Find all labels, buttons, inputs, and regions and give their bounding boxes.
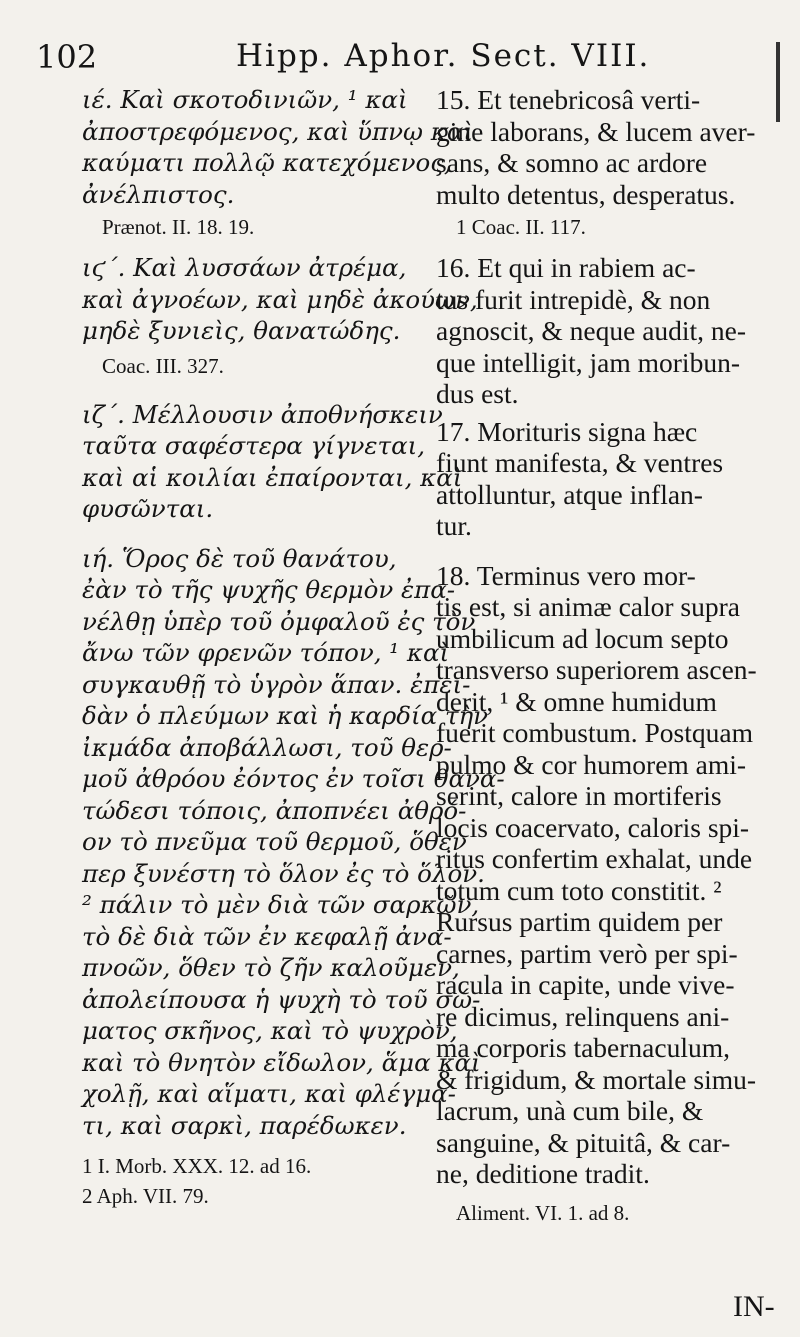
latin-aphorism-16: 16. Et qui in rabiem ac- tus furit intrepidè, & non agnoscit, & neque audit, ne- que intelligit, jam moribun- dus est. [436,252,747,409]
latin-column [436,84,786,1228]
running-header [36,38,780,88]
greek-aphorism-16: ιϛ΄. Καὶ λυσσάων ἀτρέμα, καὶ ἀγνοέων, καὶ μηδὲ ἀκούων, μηδὲ ξυνιεὶς, θανατώδης. [82,253,478,345]
greek-aphorism-15-reference: Prænot. II. 18. 19. [102,215,255,239]
greek-column [82,84,505,1211]
latin-aphorism-18-reference: Aliment. VI. 1. ad 8. [456,1200,630,1225]
latin-aphorism-15-reference: 1 Coac. II. 117. [456,215,586,239]
latin-aphorism-18: 18. Terminus vero mor- tis est, si animæ calor supra umbilicum ad locum septo transverso superiorem ascen- derit, ¹ & omne humidum fuerit combustum. Postquam pulmo & cor humorem ami- serint, calore in mortiferis locis coacervato, caloris spi- ritus confertim exhalat, unde totum cum toto constitit. ² Rursus partim quidem per carnes, partim verò per spi- racula in capite, unde vive- re dicimus, relinquens ani- ma corporis tabernaculum, & frigidum, & mortale simu- lacrum, unà cum bile, & sanguine, & pituitâ, & car- ne, deditione tradit. [436,559,757,1189]
greek-aphorism-17: ιζ΄. Μέλλουσιν ἀποθνήσκειν ταῦτα σαφέστερα γίγνεται, καὶ αἱ κοιλίαι ἐπαίρονται, καὶ φυσῶνται. [82,399,463,523]
running-title: Hipp. Aphor. Sect. VIII. [236,38,651,74]
greek-aphorism-16-reference: Coac. III. 327. [102,353,224,378]
greek-aphorism-18: ιή. Ὅρος δὲ τοῦ θανάτου, ἐὰν τὸ τῆς ψυχῆς θερμὸν ἐπα- νέλθῃ ὑπὲρ τοῦ ὀμφαλοῦ ἐς τὸν ἄνω τῶν φρενῶν τόπον, ¹ καὶ συγκαυθῇ τὸ ὑγρὸν ἅπαν. ἐπει- δὰν ὁ πλεύμων καὶ ἡ καρδία τὴν ἰκμάδα ἀποβάλλωσι, τοῦ θερ- μοῦ ἀθρόου ἐόντος ἐν τοῖσι θανα- τώδεσι τόποις, ἀποπνέει ἀθρό- ον τὸ πνεῦμα τοῦ θερμοῦ, ὅθεν περ ξυνέστη τὸ ὅλον ἐς τὸ ὅλον. ² πάλιν τὸ μὲν διὰ τῶν σαρκῶν, τὸ δὲ διὰ τῶν ἐν κεφαλῇ ἀνα- πνοῶν, ὅθεν τὸ ζῆν καλοῦμεν, ἀπολείπουσα ἡ ψυχὴ τὸ τοῦ σώ- ματος σκῆνος, καὶ τὸ ψυχρὸν, καὶ τὸ θνητὸν εἴδωλον, ἅμα καὶ χολῇ, καὶ αἵματι, καὶ φλέγμα- τι, καὶ σαρκὶ, παρέδωκεν. [82,543,505,1140]
latin-aphorism-15: 15. Et tenebricosâ verti- gine laborans, & lucem aver- sans, & somno ac ardore multo detentus, desperatus. [436,84,756,210]
greek-aphorism-15: ιέ. Καὶ σκοτοδινιῶν, ¹ καὶ ἀποστρεφόμενος, καὶ ὕπνῳ καὶ καύματι πολλῷ κατεχόμενος, ἀνέλπιστος. [82,85,474,209]
page-number: 102 [36,38,98,76]
greek-aphorism-18-references: 1 I. Morb. XXX. 12. ad 16. 2 Aph. VII. 79. [82,1154,312,1208]
catchword: IN- [733,1290,775,1323]
latin-aphorism-17: 17. Morituris signa hæc fiunt manifesta, & ventres attolluntur, atque inflan- tur. [436,415,724,541]
